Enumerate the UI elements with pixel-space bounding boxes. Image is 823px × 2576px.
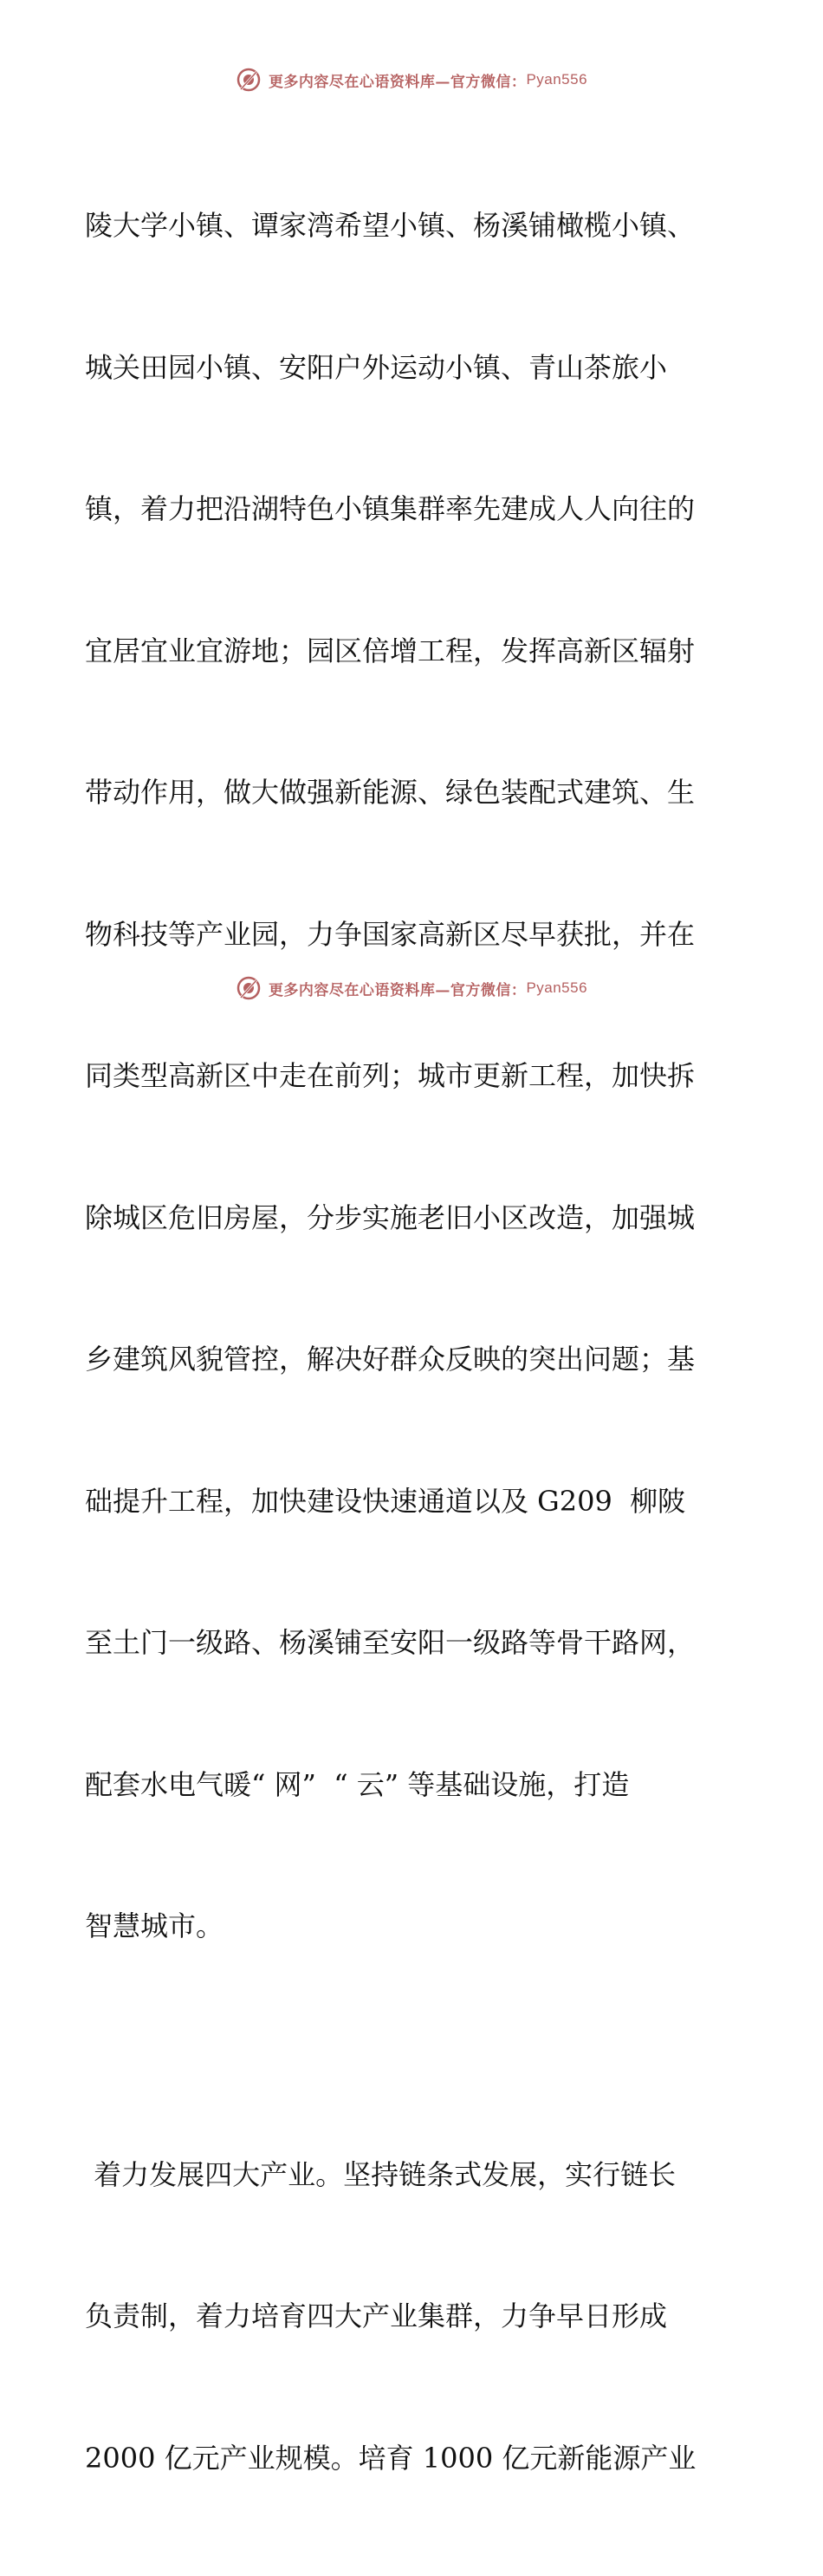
text-line: 智慧城市。 — [85, 1903, 736, 1950]
text-line: 至土门一级路、杨溪铺至安阳一级路等骨干路网， — [85, 1619, 736, 1667]
paragraph-2 — [85, 2057, 736, 2576]
text-line: 2000 亿元产业规模。培育 1000 亿元新能源产业 — [85, 2435, 736, 2482]
text-line: 带动作用，做大做强新能源、绿色装配式建筑、生 — [85, 769, 736, 816]
stamp-logo-icon — [236, 975, 262, 1001]
paragraph-1 — [85, 107, 736, 2045]
text-line: 负责制，着力培育四大产业集群，力争早日形成 — [85, 2293, 736, 2340]
text-line: 着力发展四大产业。坚持链条式发展，实行链长 — [85, 2151, 736, 2199]
text-line: 础提升工程，加快建设快速通道以及 G209 柳陂 — [85, 1478, 736, 1525]
footer-watermark — [0, 971, 823, 1005]
watermark-wechat-id: Pyan556 — [526, 71, 587, 88]
text-line: 配套水电气暖“ 网” “ 云” 等基础设施，打造 — [85, 1761, 736, 1809]
watermark-wechat-id: Pyan556 — [526, 979, 587, 997]
text-line: 陵大学小镇、谭家湾希望小镇、杨溪铺橄榄小镇、 — [85, 202, 736, 250]
text-line: 乡建筑风貌管控，解决好群众反映的突出问题；基 — [85, 1336, 736, 1383]
document-body — [85, 107, 736, 2576]
text-line: 城关田园小镇、安阳户外运动小镇、青山茶旅小 — [85, 344, 736, 392]
text-line: 同类型高新区中走在前列；城市更新工程，加快拆 — [85, 1052, 736, 1100]
watermark-text: 更多内容尽在心语资料库—官方微信： — [269, 69, 527, 91]
text-line: 宜居宜业宜游地；园区倍增工程，发挥高新区辐射 — [85, 628, 736, 675]
text-line: 物科技等产业园，力争国家高新区尽早获批，并在 — [85, 911, 736, 959]
watermark-text: 更多内容尽在心语资料库—官方微信： — [269, 978, 527, 999]
text-line: 除城区危旧房屋，分步实施老旧小区改造，加强城 — [85, 1194, 736, 1242]
text-line: 镇，着力把沿湖特色小镇集群率先建成人人向往的 — [85, 485, 736, 533]
stamp-logo-icon — [236, 67, 262, 93]
header-watermark — [0, 62, 823, 97]
